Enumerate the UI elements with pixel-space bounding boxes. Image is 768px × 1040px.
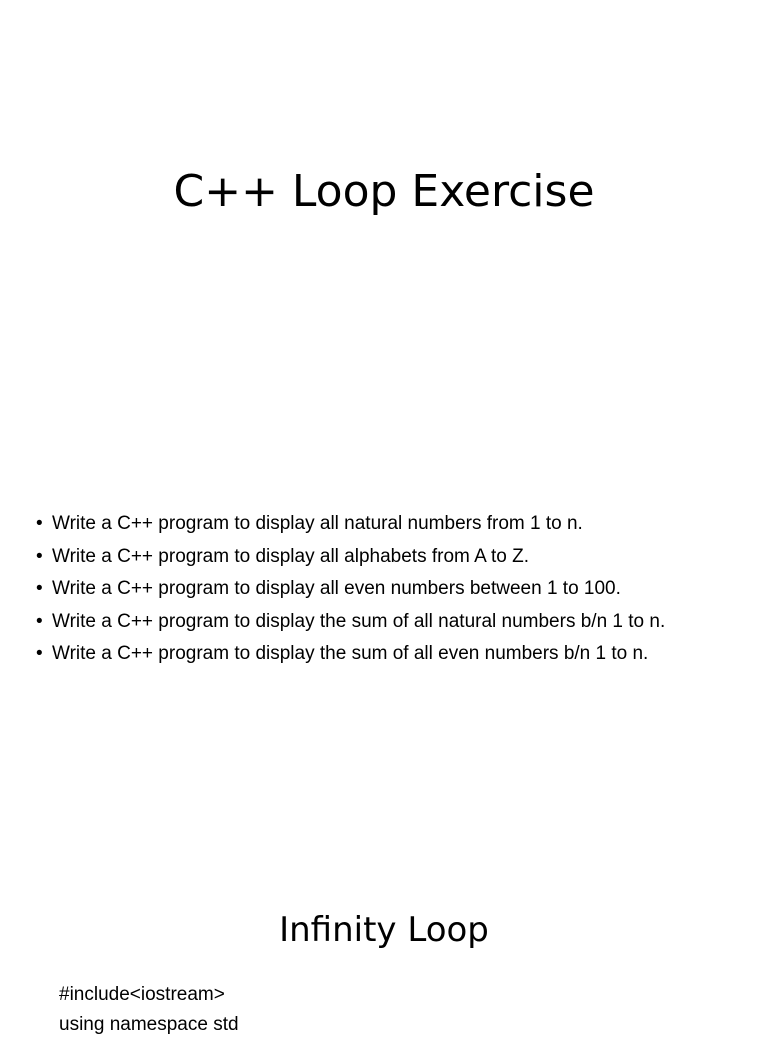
code-line: #include<iostream> (59, 984, 225, 1005)
list-item (36, 606, 756, 639)
exercise-text: Write a C++ program to display all natural numbers from 1 to n. (52, 513, 583, 534)
list-item (36, 573, 756, 606)
section-title: Infinity Loop (279, 910, 489, 950)
bullet-icon: • (36, 610, 43, 632)
bullet-icon: • (36, 578, 43, 599)
exercise-text: Write a C++ program to display all even numbers between 1 to 100. (52, 578, 621, 599)
bullet-icon: • (36, 545, 43, 567)
list-item (36, 638, 756, 671)
list-item (36, 541, 756, 574)
exercise-text: Write a C++ program to display the sum of all natural numbers b/n 1 to n. (52, 610, 666, 632)
list-item (36, 508, 756, 541)
exercise-list (36, 508, 756, 671)
bullet-icon: • (36, 643, 43, 664)
code-line: using namespace std (59, 1014, 239, 1035)
bullet-icon: • (36, 513, 43, 534)
code-block (59, 980, 739, 1040)
slide-title: C++ Loop Exercise (173, 166, 595, 217)
exercise-text: Write a C++ program to display the sum of all even numbers b/n 1 to n. (52, 643, 649, 664)
exercise-text: Write a C++ program to display all alphabets from A to Z. (52, 545, 529, 567)
